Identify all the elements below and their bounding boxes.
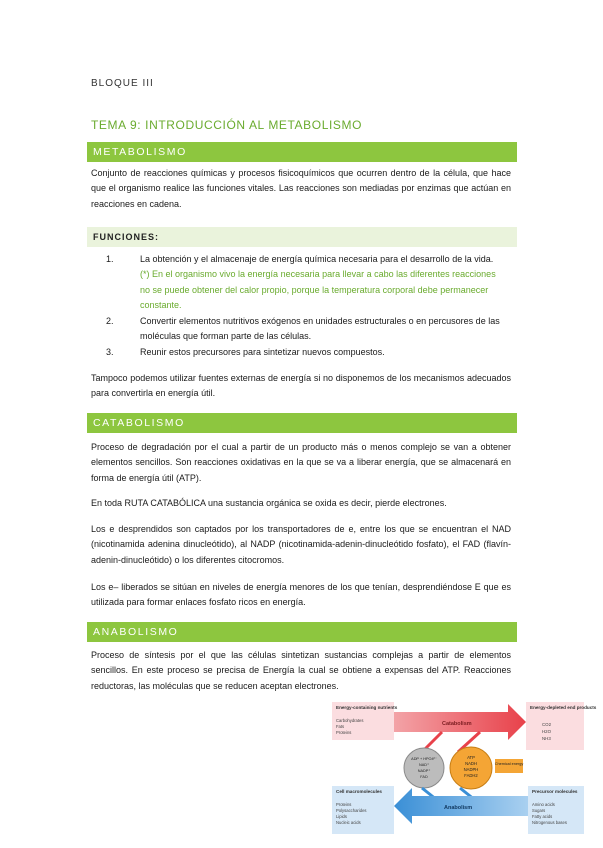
precursor-title: Precursor molecules (532, 789, 578, 794)
precursor-item: Nitrogenous bases (532, 820, 567, 825)
end-products-title: Energy-depleted end products (530, 705, 597, 710)
metabolismo-text: Conjunto de reacciones químicas y procesos fisicoquímicos que ocurren dentro de la célula, que hace que el organismo realice las funciones vitales. Las reacciones son mediadas por enzimas que actúan en reacciones en cadena. (91, 168, 511, 209)
adp-item: NADP⁺ (417, 769, 431, 773)
list-text: La obtención y el almacenaje de energía química necesaria para el desarrollo de la vida. (140, 254, 494, 264)
catabolismo-p4: Los e– liberados se sitúan en niveles de energía menores de los que tenían, desprendiéndose E que es utilizada para formar enlaces fosfato ricos en energía. (91, 582, 511, 608)
list-note: (*) En el organismo vivo la energía necesaria para llevar a cabo las diferentes reacciones no se puede obtener del calor propio, porque la temperatura corporal debe permanecer constante. (140, 269, 496, 310)
list-number: 1. (106, 254, 114, 264)
list-item (106, 252, 511, 314)
atp-item: ATP (467, 755, 475, 760)
catabolismo-p1: Proceso de degradación por el cual a partir de un producto más o menos complejo se van a obtener elementos sencillos. Son reacciones oxidativas en la que se va a liberar energía, que se almacenará en forma de energía útil (ATP). (91, 442, 511, 483)
catabolism-label: Catabolism (442, 721, 472, 727)
list-text: Convertir elementos nutritivos exógenos en unidades estructurales o en percusores de las moléculas que forman parte de las células. (140, 316, 500, 342)
cell-title: Cell macromolecules (336, 789, 382, 794)
list-item (106, 314, 511, 345)
list-number: 3. (106, 347, 114, 357)
anabolismo-header: ANABOLISMO (87, 622, 517, 642)
nutrient-item: Proteins (336, 730, 352, 735)
list-item (106, 345, 511, 361)
catabolismo-header: CATABOLISMO (87, 413, 517, 433)
nutrient-item: Carbohydrates (336, 718, 364, 723)
atp-item: NADH (465, 761, 477, 766)
anabolism-label: Anabolism (444, 805, 473, 811)
end-product-item: H2O (542, 729, 552, 734)
cell-item: Lipids (336, 814, 347, 819)
metabolismo-header: METABOLISMO (87, 142, 517, 162)
adp-circle (404, 748, 444, 788)
list-text: Reunir estos precursores para sintetizar nuevos compuestos. (140, 347, 385, 357)
cell-item: Nucleic acids (336, 820, 361, 825)
funciones-after-text: Tampoco podemos utilizar fuentes externas de energía si no disponemos de los mecanismos adecuados para convertirla en energía útil. (91, 373, 511, 399)
precursor-item: Sugars (532, 808, 546, 813)
adp-item: NAD⁺ (418, 763, 430, 767)
nutrient-item: Fats (336, 724, 345, 729)
atp-item: FADH2 (464, 773, 478, 778)
end-product-item: CO2 (542, 722, 552, 727)
anabolismo-p1: Proceso de síntesis por el que las células sintetizan sustancias complejas a partir de elementos sencillos. En este proceso se precisa de Energía la cual se obtiene a expensas del ATP. Reacciones reductoras, las moléculas que se reducen aceptan electrones. (91, 650, 511, 691)
bloque-label: BLOQUE III (91, 78, 154, 89)
list-number: 2. (106, 316, 114, 326)
cell-item: Proteins (336, 802, 352, 807)
precursor-item: Fatty acids (532, 814, 553, 819)
metabolism-diagram (330, 700, 597, 836)
adp-item: ADP + HPO4²⁻ (411, 757, 437, 761)
adp-item: FAD (420, 775, 428, 779)
chemical-energy-label: Chemical energy (494, 762, 524, 766)
tema-title: TEMA 9: INTRODUCCIÓN AL METABOLISMO (91, 118, 363, 132)
precursor-item: Amino acids (532, 802, 555, 807)
end-product-item: NH3 (542, 736, 551, 741)
funciones-header: FUNCIONES: (87, 227, 517, 247)
catabolismo-p3: Los e desprendidos son captados por los transportadores de e, entre los que se encuentran el NAD (nicotinamida adenina dinucleótido), al NADP (nicotinamida-adenin-dinucleótido fosfato), el FAD (flavín-adenin-dinucleótido) o los diferentes citocromos. (91, 524, 511, 565)
atp-item: NADPH (463, 767, 479, 772)
catabolismo-p2: En toda RUTA CATABÓLICA una sustancia orgánica se oxida es decir, pierde electrones. (91, 498, 447, 508)
cell-item: Polysaccharides (336, 808, 367, 813)
nutrients-title: Energy-containing nutrients (336, 705, 398, 710)
